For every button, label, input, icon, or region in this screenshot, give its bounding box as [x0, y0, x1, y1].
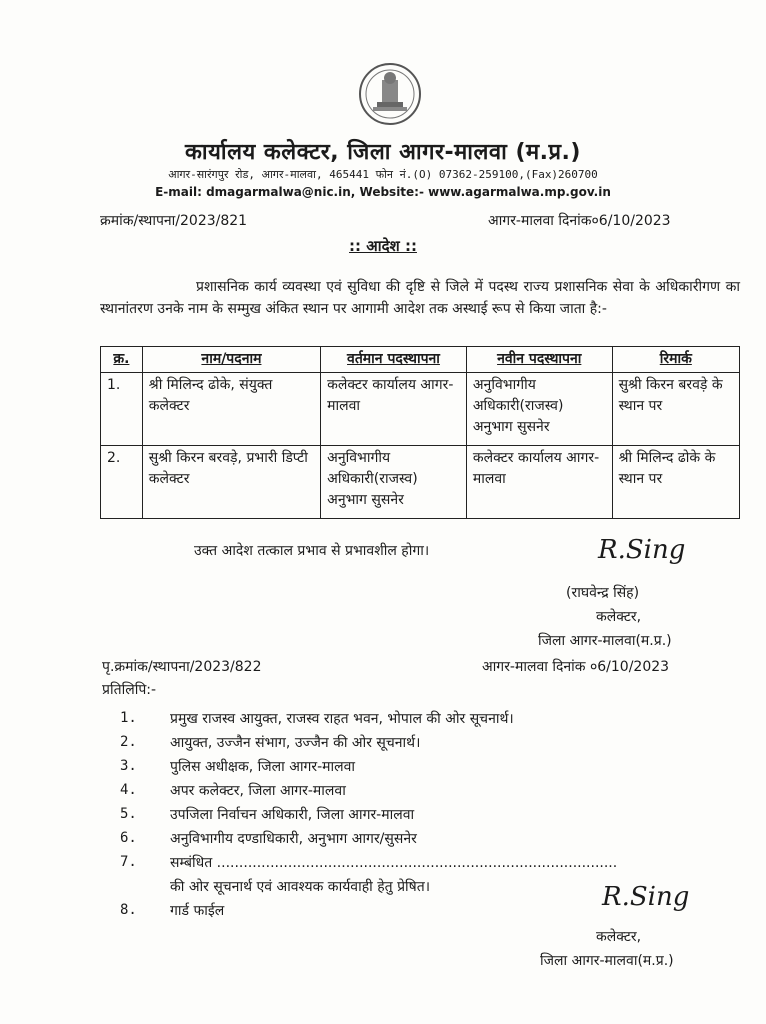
table-header-cell: नवीन पदस्थापना [466, 347, 612, 373]
list-item-text: उपजिला निर्वाचन अधिकारी, जिला आगर-मालवा [170, 806, 415, 823]
table-cell: श्री मिलिन्द ढोके, संयुक्त कलेक्टर [142, 373, 320, 446]
table-header-cell: क्र. [101, 347, 143, 373]
order-date: आगर-मालवा दिनांक०6/10/2023 [488, 213, 671, 229]
list-item-text: प्रमुख राजस्व आयुक्त, राजस्व राहत भवन, भोपाल की ओर सूचनार्थ। [170, 710, 514, 727]
transfer-table [100, 346, 740, 519]
collector-signature: R.Sing [598, 535, 686, 565]
table-cell: सुश्री किरन बरवड़े के स्थान पर [612, 373, 739, 446]
office-address: आगर-सारंगपुर रोड, आगर-मालवा, 465441 फोन नं.(O) 07362-259100,(Fax)260700 [168, 168, 598, 181]
list-item-number: 1. [120, 710, 137, 726]
list-item-number: 5. [120, 806, 137, 822]
order-heading: :: आदेश :: [349, 237, 417, 255]
table-header-row [101, 347, 740, 373]
table-cell: अनुविभागीय अधिकारी(राजस्व) अनुभाग सुसनेर [466, 373, 612, 446]
order-reference-number: क्रमांक/स्थापना/2023/821 [100, 213, 248, 229]
signatory-designation: कलेक्टर, [596, 609, 642, 625]
list-item-number: 6. [120, 830, 137, 846]
list-item-number: 2. [120, 734, 137, 750]
list-item-number: 8. [120, 902, 137, 918]
signatory-district: जिला आगर-मालवा(म.प्र.) [538, 633, 672, 649]
list-item [120, 730, 720, 754]
table-cell: 1. [101, 373, 143, 446]
list-item [120, 778, 720, 802]
list-item-number: 7. [120, 854, 137, 870]
list-item-text: अनुविभागीय दण्डाधिकारी, अनुभाग आगर/सुसनेर [170, 830, 417, 847]
table-cell: सुश्री किरन बरवड़े, प्रभारी डिप्टी कलेक्टर [142, 446, 320, 519]
office-contact: E-mail: dmagarmalwa@nic.in, Website:- www.agarmalwa.mp.gov.in [155, 185, 611, 199]
list-item-text: गार्ड फाईल [170, 902, 225, 919]
table-cell: श्री मिलिन्द ढोके के स्थान पर [612, 446, 739, 519]
table-row [101, 446, 740, 519]
table-header-cell: रिमार्क [612, 347, 739, 373]
table-cell: अनुविभागीय अधिकारी(राजस्व) अनुभाग सुसनेर [321, 446, 467, 519]
order-body [100, 276, 740, 320]
endorsement-number: पृ.क्रमांक/स्थापना/2023/822 [102, 659, 262, 675]
list-item [120, 754, 720, 778]
list-item-number: 4. [120, 782, 137, 798]
collector-signature-2: R.Sing [602, 882, 690, 912]
table-cell: कलेक्टर कार्यालय आगर-मालवा [466, 446, 612, 519]
list-item [120, 850, 720, 874]
table-row [101, 373, 740, 446]
table-cell: 2. [101, 446, 143, 519]
signatory-name: (राघवेन्द्र सिंह) [566, 585, 640, 601]
office-title: कार्यालय कलेक्टर, जिला आगर-मालवा (म.प्र.) [185, 140, 581, 165]
list-item [120, 802, 720, 826]
signatory-district-2: जिला आगर-मालवा(म.प्र.) [540, 953, 674, 969]
order-body-text: प्रशासनिक कार्य व्यवस्था एवं सुविधा की दृष्टि से जिले में पदस्थ राज्य प्रशासनिक सेवा के अधिकारीगण का स्थानांतरण उनके नाम के सम्मुख अंकित स्थान पर आगामी आदेश तक अस्थाई रूप से किया जाता है:- [100, 279, 740, 317]
table-header-cell: नाम/पदनाम [142, 347, 320, 373]
government-emblem [355, 62, 425, 126]
list-item [120, 706, 720, 730]
list-item-text: आयुक्त, उज्जैन संभाग, उज्जैन की ओर सूचनार्थ। [170, 734, 421, 751]
list-item-continuation: की ओर सूचनार्थ एवं आवश्यक कार्यवाही हेतु प्रेषित। [170, 878, 431, 895]
list-item-text: अपर कलेक्टर, जिला आगर-मालवा [170, 782, 346, 799]
list-item-text: सम्बंधित .......................................................................................... [170, 854, 618, 871]
copy-to-label: प्रतिलिपि:- [102, 682, 157, 698]
list-item-number: 3. [120, 758, 137, 774]
list-item [120, 826, 720, 850]
effect-statement: उक्त आदेश तत्काल प्रभाव से प्रभावशील होगा। [194, 543, 430, 559]
table-header-cell: वर्तमान पदस्थापना [321, 347, 467, 373]
table-cell: कलेक्टर कार्यालय आगर-मालवा [321, 373, 467, 446]
endorsement-date: आगर-मालवा दिनांक ०6/10/2023 [482, 659, 670, 675]
list-item-text: पुलिस अधीक्षक, जिला आगर-मालवा [170, 758, 356, 775]
signatory-designation-2: कलेक्टर, [596, 929, 642, 945]
